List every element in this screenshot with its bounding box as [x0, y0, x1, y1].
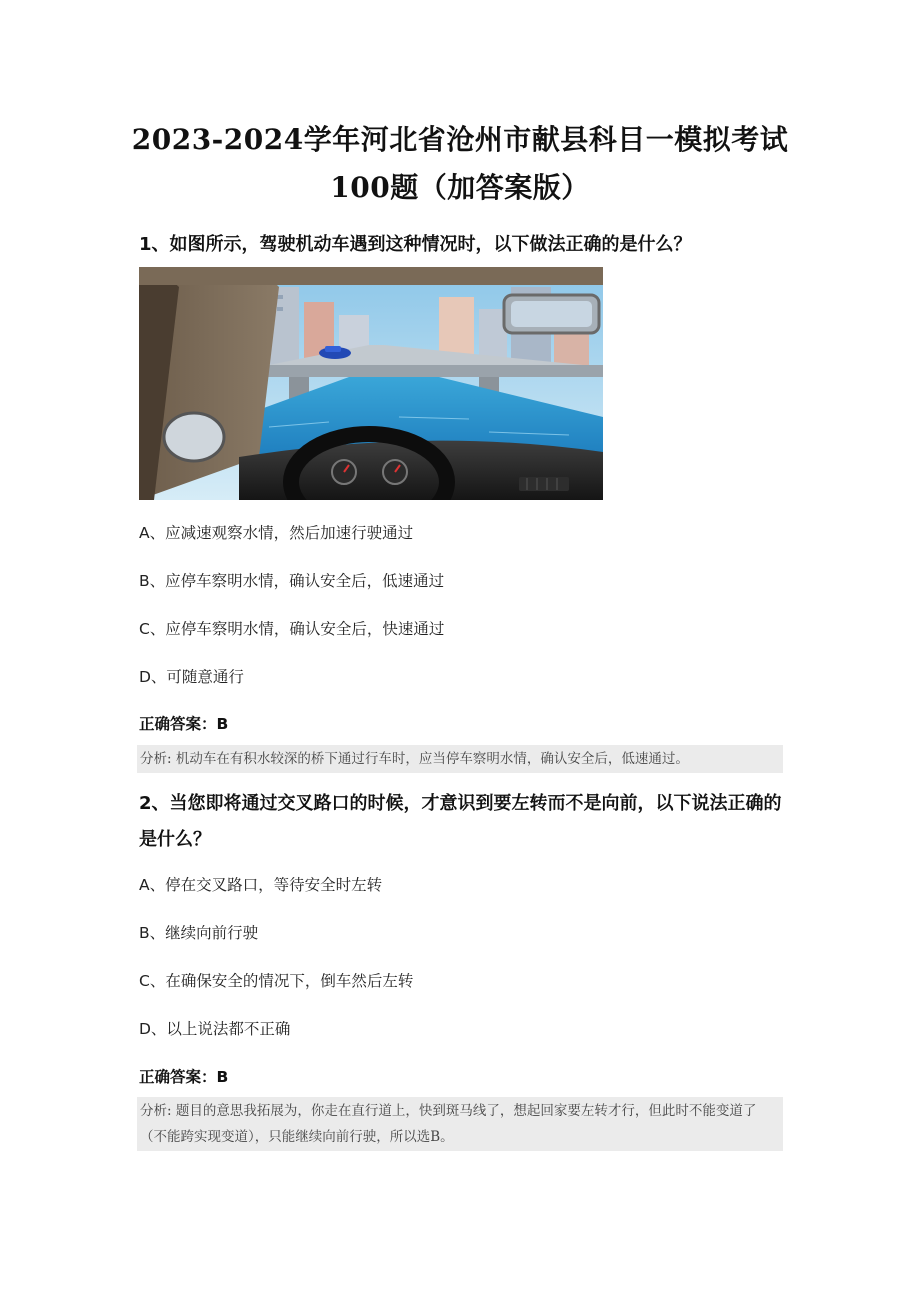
- question-2-analysis: 分析: 题目的意思我拓展为，你走在直行道上，快到斑马线了，想起回家要左转才行，但此时不能变道了（不能跨实现变道），只能继续向前行驶，所以选B。: [137, 1097, 783, 1151]
- question-1-answer: 正确答案：B: [139, 715, 229, 733]
- question-1-option-c: C、应停车察明水情，确认安全后，快速通过: [139, 620, 445, 638]
- question-1-option-a: A、应减速观察水情，然后加速行驶通过: [139, 524, 414, 542]
- document-title: 2023-2024学年河北省沧州市献县科目一模拟考试: [131, 123, 789, 156]
- question-1-analysis: 分析: 机动车在有积水较深的桥下通过行车时，应当停车察明水情，确认安全后，低速通过。: [137, 745, 783, 773]
- question-1-image: [139, 267, 603, 500]
- question-2-option-d: D、以上说法都不正确: [139, 1020, 291, 1038]
- question-1-text: 1、如图所示，驾驶机动车遇到这种情况时，以下做法正确的是什么？: [139, 234, 692, 255]
- question-1-option-d: D、可随意通行: [139, 668, 244, 686]
- question-2-option-b: B、继续向前行驶: [139, 924, 259, 942]
- document-subtitle: 100题（加答案版）: [330, 171, 590, 204]
- question-2-text: 2、当您即将通过交叉路口的时候，才意识到要左转而不是向前，以下说法正确的是什么？: [139, 793, 782, 850]
- question-2-option-c: C、在确保安全的情况下，倒车然后左转: [139, 972, 414, 990]
- question-2-answer: 正确答案：B: [139, 1068, 229, 1086]
- question-2-option-a: A、停在交叉路口，等待安全时左转: [139, 876, 383, 894]
- question-1-option-b: B、应停车察明水情，确认安全后，低速通过: [139, 572, 445, 590]
